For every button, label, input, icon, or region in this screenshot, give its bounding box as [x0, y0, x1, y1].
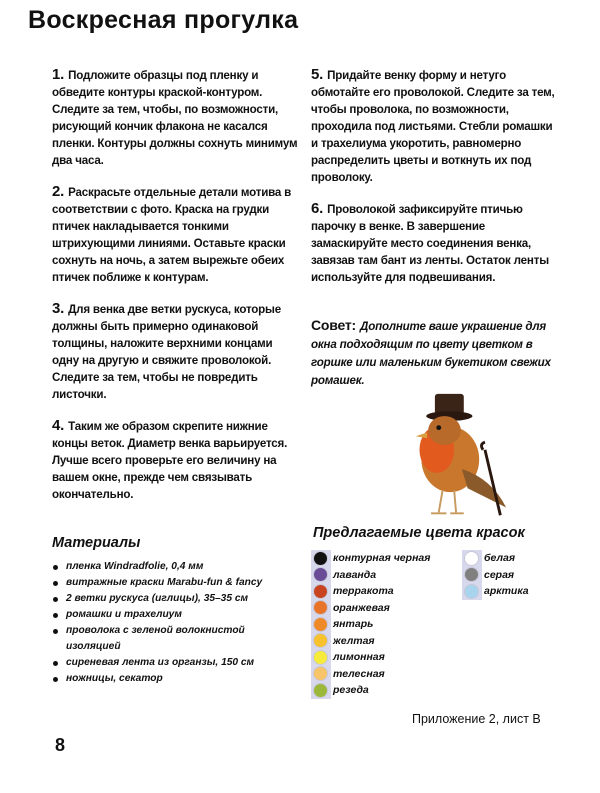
- step-text: Проволокой зафиксируйте птичью парочку в венке. В завершение замаскируйте место соединения венка, завязав там бант из ленты. Остаток ленты используйте для подвешивания.: [311, 203, 549, 284]
- color-dot: [314, 618, 327, 631]
- color-dot: [465, 552, 478, 565]
- color-swatch-item: [462, 583, 562, 600]
- color-swatch-item: [462, 567, 562, 584]
- step-number: 5.: [311, 66, 324, 83]
- color-swatch-item: [311, 633, 456, 650]
- step-number: 1.: [52, 66, 65, 83]
- right-column: [311, 66, 557, 390]
- color-swatch-item: [311, 649, 456, 666]
- step-number: 6.: [311, 200, 324, 217]
- color-name: янтарь: [333, 618, 374, 631]
- color-dot: [465, 568, 478, 581]
- color-dot: [314, 585, 327, 598]
- list-item: пленка Windradfolie, 0,4 мм: [52, 559, 298, 575]
- color-swatch-item: [311, 666, 456, 683]
- color-name: лимонная: [333, 651, 385, 664]
- color-name: желтая: [333, 634, 375, 647]
- color-swatch-item: [311, 682, 456, 699]
- color-swatch-item: [311, 600, 456, 617]
- step-4: [52, 417, 298, 503]
- color-swatch-item: [311, 616, 456, 633]
- materials-list: [52, 559, 298, 687]
- color-swatch-item: [311, 550, 456, 567]
- palette-column-1: [311, 550, 456, 699]
- list-item: витражные краски Marabu-fun & fancy: [52, 575, 298, 591]
- materials-heading: Материалы: [52, 535, 141, 551]
- color-name: лаванда: [333, 568, 377, 581]
- list-item: 2 ветки рускуса (иглицы), 35–35 см: [52, 591, 298, 607]
- step-number: 3.: [52, 300, 65, 317]
- page-number: 8: [55, 735, 66, 755]
- color-name: резеда: [333, 684, 369, 697]
- step-text: Раскрасьте отдельные детали мотива в соответствии с фото. Краска на грудки птичек накладывается тонкими штрихующими линиями. Оставьте краски сохнуть на ночь, а затем вырежьте обеих птичек поближе к контурам.: [52, 186, 292, 284]
- list-item: проволока с зеленой волокнистой изоляцией: [52, 623, 298, 655]
- color-dot: [314, 568, 327, 581]
- list-item: ромашки и трахелиум: [52, 607, 298, 623]
- color-name: серая: [484, 568, 515, 581]
- color-name: белая: [484, 552, 516, 565]
- left-column: [52, 66, 298, 687]
- step-2: [52, 183, 298, 286]
- palette-heading: Предлагаемые цвета красок: [313, 525, 525, 541]
- color-name: терракота: [333, 585, 394, 598]
- color-swatch-item: [462, 550, 562, 567]
- step-number: 4.: [52, 417, 65, 434]
- color-swatch-item: [311, 583, 456, 600]
- color-name: контурная черная: [333, 552, 431, 565]
- color-name: арктика: [484, 585, 529, 598]
- color-swatch-item: [311, 567, 456, 584]
- step-3: [52, 300, 298, 403]
- color-dot: [314, 601, 327, 614]
- step-6: [311, 200, 557, 286]
- step-text: Таким же образом скрепите нижние концы веток. Диаметр венка варьируется. Лучше всего проверьте его величину на вашем окне, прежде чем связывать окончательно.: [52, 420, 288, 501]
- color-dot: [314, 684, 327, 697]
- step-text: Подложите образцы под пленку и обведите контуры краской-контуром. Следите за тем, чтобы, по возможности, рисующий кончик флакона не касался пленки. Контуры должны сохнуть минимум два часа.: [52, 69, 298, 167]
- robin-illustration: [398, 392, 518, 522]
- tip-label: Совет:: [311, 317, 357, 333]
- color-dot: [314, 651, 327, 664]
- color-name: оранжевая: [333, 601, 390, 614]
- list-item: сиреневая лента из органзы, 150 см: [52, 655, 298, 671]
- step-text: Для венка две ветки рускуса, которые должны быть примерно одинаковой толщины, наложите верхними концами одну на другую и свяжите проволокой. Следите за тем, чтобы не повредить листочки.: [52, 303, 281, 401]
- appendix-reference: Приложение 2, лист В: [412, 712, 541, 726]
- step-text: Придайте венку форму и нетуго обмотайте его проволокой. Следите за тем, чтобы проволока, по возможности, проходила под листьями. Стебли ромашки и трахелиума укоротить, равномерно распределить цветы и воткнуть их под проволоку.: [311, 69, 555, 184]
- list-item: ножницы, секатор: [52, 671, 298, 687]
- step-5: [311, 66, 557, 186]
- color-name: телесная: [333, 667, 385, 680]
- step-1: [52, 66, 298, 169]
- palette-column-2: [462, 550, 562, 600]
- tip: [311, 316, 557, 390]
- color-dot: [465, 585, 478, 598]
- step-number: 2.: [52, 183, 65, 200]
- color-dot: [314, 667, 327, 680]
- page-title: Воскресная прогулка: [28, 6, 299, 34]
- color-dot: [314, 634, 327, 647]
- tip-text: Дополните ваше украшение для окна подходящим по цвету цветком в горшке или маленьким букетиком свежих ромашек.: [311, 320, 551, 387]
- color-dot: [314, 552, 327, 565]
